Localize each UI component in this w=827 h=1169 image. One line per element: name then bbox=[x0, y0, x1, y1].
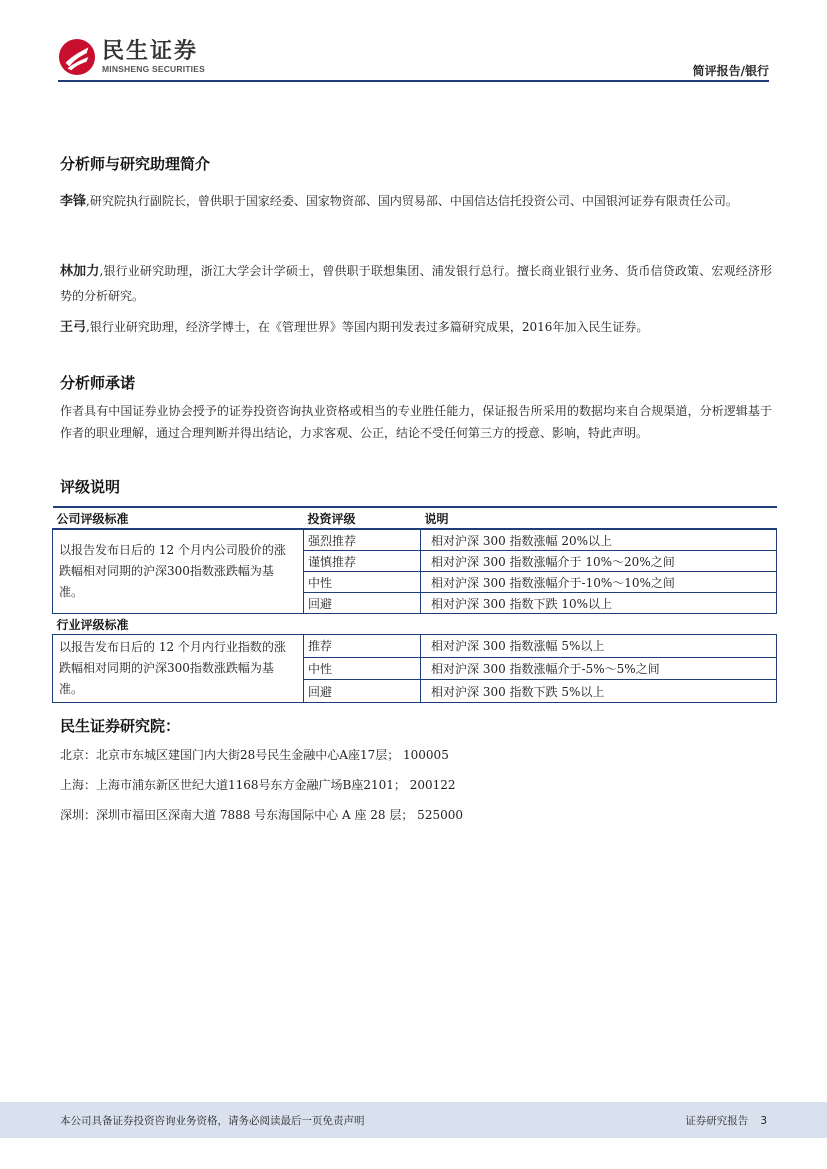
address-beijing: 北京：北京市东城区建国门内大街28号民生金融中心A座17层； 100005 bbox=[60, 748, 449, 762]
col-header-standard: 公司评级标准 bbox=[53, 507, 304, 529]
analyst-bio-text: 研究院执行副院长，曾供职于国家经委、国家物资部、国内贸易部、中国信达信托投资公司、中国银河证券有限责任公司。 bbox=[89, 194, 738, 208]
footer-disclaimer: 本公司具备证券投资咨询业务资格，请务必阅读最后一页免责声明 bbox=[60, 1115, 365, 1127]
pledge-section-title: 分析师承诺 bbox=[60, 374, 136, 392]
institute-section-title: 民生证券研究院： bbox=[60, 717, 181, 735]
table-row bbox=[53, 529, 777, 551]
rating-description: 相对沪深 300 指数涨幅介于-5%～5%之间 bbox=[421, 657, 777, 680]
rating-description: 相对沪深 300 指数涨幅介于-10%～10%之间 bbox=[421, 572, 777, 593]
analyst-bio-text: 银行业研究助理，经济学博士，在《管理世界》等国内期刊发表过多篇研究成果，2016年加入民生证券。 bbox=[89, 320, 649, 334]
footer-report-label: 证券研究报告 bbox=[685, 1115, 749, 1127]
analyst-bio-lin-jiali bbox=[60, 259, 772, 309]
rating-neutral: 中性 bbox=[304, 657, 421, 680]
rating-section-title: 评级说明 bbox=[60, 478, 121, 496]
logo-chinese-name: 民生证券 bbox=[102, 38, 199, 64]
analyst-name: 李锋 bbox=[60, 194, 87, 209]
industry-criteria: 以报告发布日后的 12 个月内行业指数的涨跌幅相对同期的沪深300指数涨跌幅为基准。 bbox=[53, 635, 304, 703]
address-shenzhen: 深圳：深圳市福田区深南大道 7888 号东海国际中心 A 座 28 层； 525000 bbox=[60, 808, 463, 822]
rating-description: 相对沪深 300 指数涨幅 20%以上 bbox=[421, 529, 777, 551]
industry-subheader bbox=[53, 614, 777, 635]
rating-avoid: 回避 bbox=[304, 593, 421, 614]
rating-description: 相对沪深 300 指数涨幅 5%以上 bbox=[421, 635, 777, 658]
rating-description: 相对沪深 300 指数下跌 5%以上 bbox=[421, 680, 777, 703]
name-separator: , bbox=[99, 264, 104, 278]
footer-right-group bbox=[673, 1113, 767, 1128]
rating-neutral: 中性 bbox=[304, 572, 421, 593]
rating-table bbox=[52, 506, 777, 703]
address-shanghai: 上海：上海市浦东新区世纪大道1168号东方金融广场B座2101； 200122 bbox=[60, 778, 456, 792]
rating-table-header bbox=[53, 507, 777, 529]
report-type-label: 简评报告/银行 bbox=[692, 64, 769, 78]
logo-english-name: MINSHENG SECURITIES bbox=[102, 63, 205, 74]
rating-strong-buy: 强烈推荐 bbox=[304, 529, 421, 551]
rating-avoid: 回避 bbox=[304, 680, 421, 703]
name-separator: , bbox=[86, 194, 90, 208]
analysts-section-title: 分析师与研究助理简介 bbox=[60, 155, 211, 173]
page-number: 3 bbox=[760, 1115, 767, 1127]
analyst-bio-li-feng bbox=[60, 189, 772, 214]
rating-description: 相对沪深 300 指数下跌 10%以上 bbox=[421, 593, 777, 614]
company-logo bbox=[58, 38, 205, 76]
col-header-rating: 投资评级 bbox=[304, 507, 421, 529]
page-header bbox=[0, 0, 827, 90]
table-row bbox=[53, 635, 777, 658]
header-divider bbox=[58, 80, 769, 82]
name-separator: , bbox=[86, 320, 90, 334]
minsheng-logo-icon bbox=[58, 38, 96, 76]
analyst-name: 林加力 bbox=[60, 264, 100, 279]
col-header-description: 说明 bbox=[421, 507, 777, 529]
analyst-bio-text: 银行业研究助理，浙江大学会计学硕士，曾供职于联想集团、浦发银行总行。擅长商业银行业务、货币信贷政策、宏观经济形势的分析研究。 bbox=[60, 264, 772, 303]
company-criteria: 以报告发布日后的 12 个月内公司股价的涨跌幅相对同期的沪深300指数涨跌幅为基准。 bbox=[53, 529, 304, 614]
rating-recommend: 推荐 bbox=[304, 635, 421, 658]
rating-cautious-buy: 谨慎推荐 bbox=[304, 551, 421, 572]
pledge-text: 作者具有中国证券业协会授予的证券投资咨询执业资格或相当的专业胜任能力，保证报告所采用的数据均来自合规渠道，分析逻辑基于作者的职业理解，通过合理判断并得出结论，力求客观、公正，结论不受任何第三方的授意、影响，特此声明。 bbox=[60, 404, 772, 440]
page-footer bbox=[0, 1102, 827, 1138]
analyst-name: 王弓 bbox=[60, 320, 87, 335]
industry-standard-header: 行业评级标准 bbox=[53, 614, 304, 635]
analyst-bio-wang-gong bbox=[60, 315, 772, 340]
rating-description: 相对沪深 300 指数涨幅介于 10%～20%之间 bbox=[421, 551, 777, 572]
